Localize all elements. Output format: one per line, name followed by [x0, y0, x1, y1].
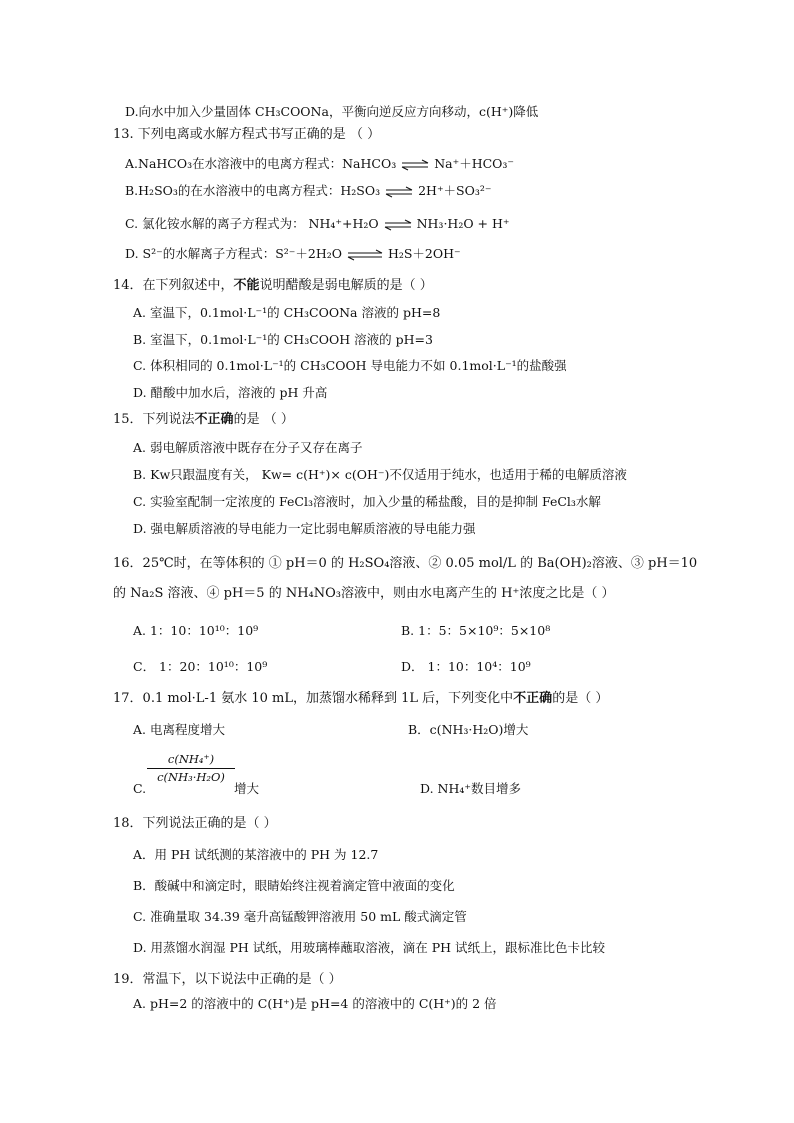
q17-stem-bold: 不正确: [513, 691, 553, 706]
q14-option-a: A. 室温下，0.1mol·L⁻¹的 CH₃COONa 溶液的 pH=8: [133, 305, 441, 320]
q15-option-c: C. 实验室配制一定浓度的 FeCl₃溶液时，加入少量的稀盐酸，目的是抑制 FeCl₃水解: [133, 494, 601, 509]
equilibrium-arrow-icon: [383, 219, 413, 231]
q13-c-right: NH₃·H₂O + H⁺: [416, 216, 510, 231]
q15-stem-post: 的是 （ ）: [233, 412, 294, 427]
q15-stem: [113, 412, 294, 428]
q17-option-c-fraction: [147, 752, 235, 785]
q17-option-d: D. NH₄⁺数目增多: [420, 781, 521, 796]
q17-option-b: B．c(NH₃·H₂O)增大: [408, 722, 529, 737]
q18-option-b: B．酸碱中和滴定时，眼睛始终注视着滴定管中液面的变化: [133, 878, 455, 893]
q16-option-c: C． 1：20：10¹⁰：10⁹: [133, 659, 268, 674]
q14-option-c: C. 体积相同的 0.1mol·L⁻¹的 CH₃COOH 导电能力不如 0.1mol·L⁻¹的盐酸强: [133, 358, 567, 373]
q17-option-c-text: 增大: [234, 781, 260, 796]
q19-option-a: A. pH=2 的溶液中的 C(H⁺)是 pH=4 的溶液中的 C(H⁺)的 2 倍: [133, 996, 497, 1011]
q15-option-a: A. 弱电解质溶液中既存在分子又存在离子: [133, 440, 363, 455]
q13-option-d: [125, 246, 461, 262]
q13-option-c: [125, 216, 510, 232]
fraction-bar: [147, 768, 235, 769]
equilibrium-arrow-icon: [346, 249, 384, 261]
equilibrium-arrow-icon: [384, 186, 414, 198]
q15-option-b: B. Kw只跟温度有关， Kw= c(H⁺)× c(OH⁻)不仅适用于纯水，也适用于稀的电解质溶液: [133, 467, 627, 482]
q13-c-left: C. 氯化铵水解的离子方程式为： NH₄⁺+H₂O: [125, 216, 379, 231]
q15-stem-pre: 15．下列说法: [113, 412, 195, 427]
q17-stem-post: 的是（ ）: [552, 691, 609, 706]
fraction-numerator: c(NH₄⁺): [167, 752, 215, 766]
q13-d-left: D. S²⁻的水解离子方程式：S²⁻＋2H₂O: [125, 246, 342, 261]
fraction-denominator: c(NH₃·H₂O): [157, 770, 225, 784]
q14-stem-post: 说明醋酸是弱电解质的是（ ）: [259, 278, 433, 293]
q18-option-a: A．用 PH 试纸测的某溶液中的 PH 为 12.7: [133, 847, 379, 862]
q17-stem: [113, 691, 608, 707]
q15-stem-bold: 不正确: [194, 412, 234, 427]
q13-stem: 13. 下列电离或水解方程式书写正确的是 （ ）: [113, 127, 381, 142]
q13-option-a: [125, 156, 514, 172]
q16-option-b: B. 1：5：5×10⁹：5×10⁸: [401, 623, 551, 638]
equilibrium-arrow-icon: [400, 159, 430, 171]
q13-a-left: A.NaHCO₃在水溶液中的电离方程式：NaHCO₃: [125, 156, 397, 171]
q18-option-d: D. 用蒸馏水润湿 PH 试纸，用玻璃棒蘸取溶液，滴在 PH 试纸上，跟标准比色卡比较: [133, 940, 606, 955]
q17-stem-pre: 17．0.1 mol·L-1 氨水 10 mL，加蒸馏水稀释到 1L 后，下列变化中: [113, 691, 514, 706]
q13-d-right: H₂S＋2OH⁻: [387, 246, 461, 261]
q13-a-right: Na⁺＋HCO₃⁻: [434, 156, 515, 171]
q13-b-left: B.H₂SO₃的在水溶液中的电离方程式：H₂SO₃: [125, 183, 381, 198]
q14-stem-pre: 14．在下列叙述中，: [113, 278, 234, 293]
q13-b-right: 2H⁺＋SO₃²⁻: [418, 183, 492, 198]
q16-stem-line2: 的 Na₂S 溶液、④ pH＝5 的 NH₄NO₃溶液中，则由水电离产生的 H⁺浓度之比是（ ）: [113, 586, 615, 601]
q18-option-c: C. 准确量取 34.39 毫升高锰酸钾溶液用 50 mL 酸式滴定管: [133, 909, 467, 924]
q17-option-a: A. 电离程度增大: [133, 722, 225, 737]
q18-stem: 18．下列说法正确的是（ ）: [113, 816, 277, 831]
q16-stem-line1: 16．25℃时，在等体积的 ① pH＝0 的 H₂SO₄溶液、② 0.05 mol/L 的 Ba(OH)₂溶液、③ pH＝10: [113, 556, 698, 571]
q13-option-b: [125, 183, 492, 199]
q16-option-a: A. 1：10：10¹⁰：10⁹: [133, 623, 259, 638]
q14-stem-bold: 不能: [233, 278, 260, 293]
q16-option-d: D． 1：10：10⁴：10⁹: [401, 659, 531, 674]
q17-option-c-label: C.: [133, 781, 147, 796]
q14-option-d: D. 醋酸中加水后，溶液的 pH 升高: [133, 385, 328, 400]
q14-option-b: B. 室温下，0.1mol·L⁻¹的 CH₃COOH 溶液的 pH=3: [133, 332, 433, 347]
q14-stem: [113, 278, 433, 294]
q15-option-d: D. 强电解质溶液的导电能力一定比弱电解质溶液的导电能力强: [133, 521, 476, 536]
q19-stem: 19．常温下，以下说法中正确的是（ ）: [113, 972, 342, 987]
q12-option-d: D.向水中加入少量固体 CH₃COONa，平衡向逆反应方向移动，c(H⁺)降低: [125, 104, 539, 119]
